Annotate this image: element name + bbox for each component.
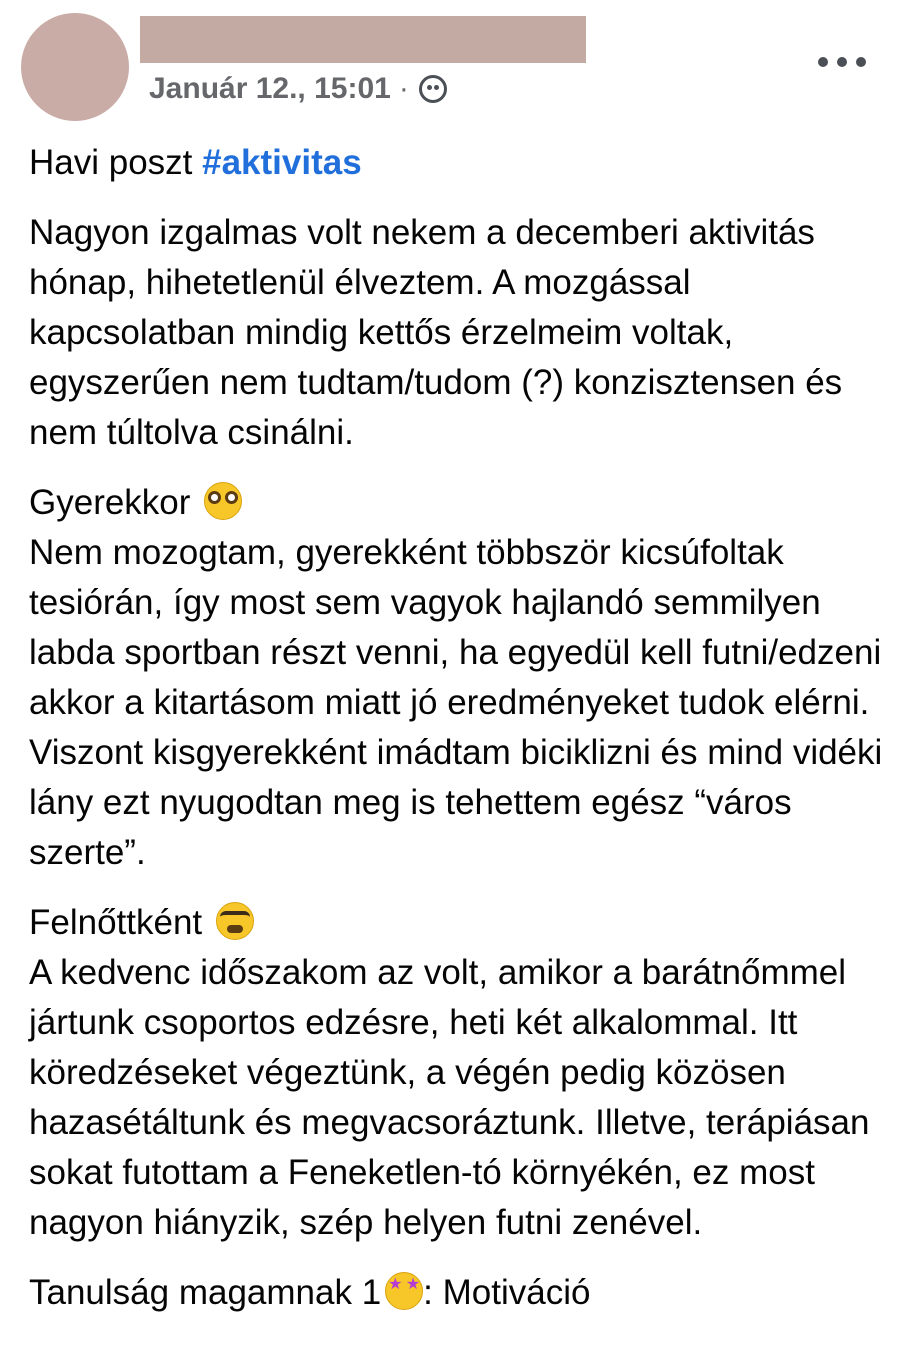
lesson-suffix: : Motiváció (423, 1273, 591, 1312)
hashtag-link[interactable]: #aktivitas (202, 143, 362, 182)
nerd-face-emoji (204, 482, 242, 520)
friends-icon[interactable] (419, 75, 447, 103)
star-struck-emoji (385, 1272, 423, 1310)
section-title-childhood: Gyerekkor (29, 483, 191, 522)
paragraph-1: Nagyon izgalmas volt nekem a decemberi aktivitás hónap, hihetetlenül élveztem. A mozgással kapcsolatban mindig kettős érzelmeim voltak, egyszerűen nem tudtam/tudom (?) konzisztensen és nem túltolva csinálni. (29, 213, 843, 452)
more-options-icon[interactable] (818, 50, 866, 74)
section-body-adulthood: A kedvenc időszakom az volt, amikor a barátnőmmel jártunk csoportos edzésre, heti két alkalommal. Itt köredzéseket végeztünk, a végén pedig közösen hazasétáltunk és megvacsoráztunk. Illetve, terápiásan sokat futottam a Feneketlen-tó környékén, ez most nagyon hiányzik, szép helyen futni zenével. (29, 953, 870, 1242)
post-intro (29, 138, 899, 188)
disguised-face-emoji (216, 902, 254, 940)
section-adulthood (29, 898, 899, 1248)
section-body-childhood: Nem mozogtam, gyerekként többször kicsúfoltak tesiórán, így most sem vagyok hajlandó semmilyen labda sportban részt venni, ha egyedül kell futni/edzeni akkor a kitartásom miatt jó eredményeket tudok elérni. Viszont kisgyerekként imádtam biciklizni és mind vidéki lány ezt nyugodtan meg is tehettem egész “város szerte”. (29, 533, 883, 872)
post-timestamp[interactable]: Január 12., 15:01 (149, 72, 391, 105)
section-childhood (29, 478, 899, 878)
author-name-redacted[interactable] (140, 16, 586, 63)
intro-text: Havi poszt (29, 143, 203, 182)
post-meta (149, 72, 447, 106)
post-text (29, 138, 899, 1338)
meta-separator: · (398, 72, 409, 105)
section-title-adulthood: Felnőttként (29, 903, 203, 942)
lesson-line (29, 1268, 899, 1318)
avatar[interactable] (21, 13, 129, 121)
lesson-prefix: Tanulság magamnak 1 (29, 1273, 382, 1312)
